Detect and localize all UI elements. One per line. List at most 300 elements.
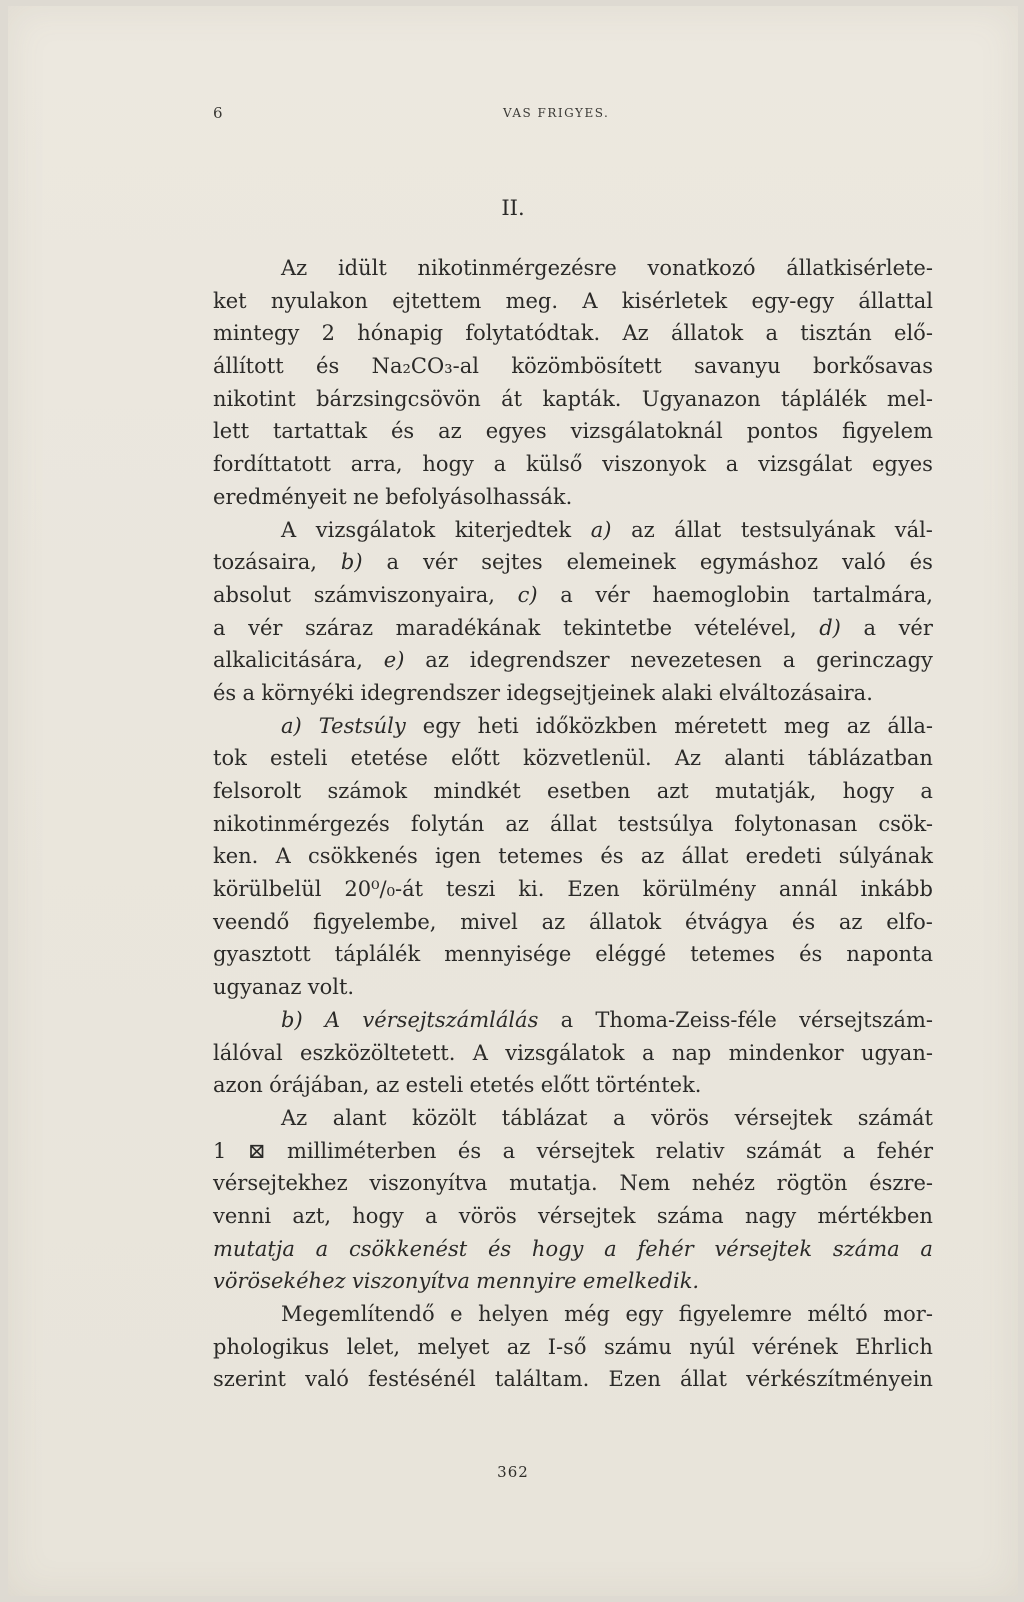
word: szerint [213, 1367, 286, 1392]
word: mennyisége [444, 942, 572, 967]
word: alkalicitására, [213, 648, 363, 673]
word: körülbelül [213, 877, 322, 902]
word: volt. [307, 975, 355, 1000]
word: sejtes [481, 550, 543, 575]
text-line [213, 481, 933, 514]
word: festésénél [368, 1367, 476, 1392]
word: és [457, 1138, 482, 1163]
word: vér [898, 615, 933, 640]
word: a [502, 1138, 516, 1163]
word: az [505, 811, 529, 836]
word: 1 [213, 1138, 227, 1163]
text-line [213, 1004, 933, 1037]
word: fehér [637, 1236, 694, 1261]
word: veendő [213, 909, 290, 934]
text-line [213, 1069, 933, 1102]
word: vérsejtek [538, 1203, 636, 1228]
word: folytatódtak. [465, 321, 601, 346]
word: tetemes [690, 942, 776, 967]
word: számu [604, 1334, 672, 1359]
word: csök- [878, 811, 933, 836]
word: kisérletek [621, 288, 728, 313]
word: száma [832, 1236, 900, 1261]
word: és [799, 942, 823, 967]
text-line [213, 448, 933, 481]
word: és [316, 354, 340, 379]
word: ken. [213, 844, 259, 869]
word: Az [622, 321, 649, 346]
word: viszonyítva [351, 1269, 470, 1294]
word: nyúl [689, 1334, 735, 1359]
word: állatok [670, 321, 744, 346]
word: történtek. [595, 1073, 702, 1098]
word: heti [477, 713, 519, 738]
word: az [438, 419, 462, 444]
word: gyasztott [213, 942, 311, 967]
word: külső [525, 452, 583, 477]
text-line [213, 579, 933, 612]
word: és [600, 844, 624, 869]
text-line [213, 1102, 933, 1135]
word: vizsgálatoknál [570, 419, 723, 444]
word: tozásaira, [213, 550, 317, 575]
word: absolut [213, 582, 292, 607]
section-heading: II. [501, 196, 525, 220]
word: időközkben [535, 713, 658, 738]
word: viszonyok [602, 452, 706, 477]
text-line [213, 514, 933, 547]
text-line [213, 415, 933, 448]
word: arra, [350, 452, 403, 477]
word: a) [281, 713, 302, 738]
word: méretett [674, 713, 767, 738]
text-line [213, 1167, 933, 1200]
word: vér [595, 582, 630, 607]
text-line [213, 938, 933, 971]
word: az [631, 517, 655, 542]
text-line [213, 971, 933, 1004]
word: vál- [894, 517, 933, 542]
word: b) [340, 550, 363, 575]
word: az [838, 909, 863, 934]
word: Megemlítendő [281, 1302, 435, 1326]
word: hogy [422, 452, 474, 477]
word: pontos [746, 419, 819, 444]
text-line [213, 742, 933, 775]
word: A [472, 1040, 488, 1065]
word: a [242, 680, 256, 705]
word: eszközöltetett. [300, 1040, 456, 1065]
word: tartalmára, [812, 582, 933, 607]
word: alaki [661, 680, 713, 705]
word: eléggé [595, 942, 667, 967]
word: fehér [876, 1138, 933, 1163]
word: e) [383, 648, 405, 673]
word: meg [783, 713, 830, 738]
word: ugyan- [860, 1040, 933, 1065]
word: méltó [807, 1302, 868, 1326]
text-line [213, 612, 933, 645]
word: Ugyanazon [641, 386, 761, 411]
word: az [541, 909, 566, 934]
word: a [386, 550, 399, 575]
word: és [487, 1236, 512, 1261]
word: táplálék [334, 942, 421, 967]
word: mivel [460, 909, 518, 934]
word: vörösekéhez [213, 1269, 346, 1294]
word: idült [337, 256, 387, 280]
word: nevezetesen [630, 648, 762, 673]
word: mindenkor [728, 1040, 844, 1065]
word: táblázatban [807, 746, 933, 771]
word: vérsejtszám- [799, 1007, 933, 1032]
word: tartattak [272, 419, 368, 444]
word: A [582, 288, 598, 313]
word: ejtettem [392, 288, 482, 313]
word: elemeinek [566, 550, 676, 575]
text-line [213, 775, 933, 808]
word: vörös [458, 1203, 517, 1228]
text-line [213, 710, 933, 743]
word: mutatja. [509, 1171, 598, 1196]
word: 2 [321, 321, 335, 346]
word: számát [746, 1138, 822, 1163]
word: idegrendszer [360, 680, 501, 705]
text-line [213, 808, 933, 841]
footer-page-number: 362 [497, 1463, 529, 1481]
word: phologikus [213, 1334, 330, 1359]
text-line [213, 873, 933, 906]
word: táplálék [780, 386, 867, 411]
word: relativ [655, 1138, 725, 1163]
word: rögtön [776, 1171, 848, 1196]
word: mintegy [213, 321, 300, 346]
word: vér [422, 550, 458, 575]
word: azt, [292, 1203, 332, 1228]
word: vérének [752, 1334, 838, 1359]
word: etetés [469, 1073, 535, 1098]
text-line [213, 1298, 933, 1331]
word: idegrendszer [469, 648, 610, 673]
word: vizsgálat [758, 452, 853, 477]
word: észre- [869, 1171, 933, 1196]
word: a [920, 779, 933, 803]
word: hogy [352, 1203, 404, 1228]
word: esetben [546, 779, 631, 803]
word: előtt [540, 1073, 590, 1098]
word: számok [327, 779, 408, 803]
word: Testsúly [318, 713, 406, 738]
word: kiterjedtek [454, 517, 572, 542]
word: esteli [269, 746, 328, 771]
word: 20⁰/₀-át [344, 877, 424, 902]
text-line [213, 1331, 933, 1364]
word: nap [671, 1040, 712, 1065]
word: Ezen [567, 877, 620, 902]
word: befolyásolhassák. [385, 484, 573, 509]
word: és [791, 909, 816, 934]
word: mutatják, [715, 779, 817, 803]
word: a [604, 1236, 617, 1261]
word: A [324, 1007, 341, 1032]
word: a) [590, 517, 612, 542]
word: egy-egy [751, 288, 835, 313]
word: elfo- [886, 909, 933, 934]
word: közvetlenül. [522, 746, 652, 771]
word: tisztán [800, 321, 872, 346]
word: inkább [860, 877, 933, 902]
word: órájában, [269, 1073, 370, 1098]
word: e [450, 1302, 463, 1326]
word: ket [213, 288, 247, 313]
word: Az [281, 1105, 308, 1130]
word: helyen [478, 1302, 549, 1326]
word: tetemes [498, 844, 584, 869]
word: felsorolt [213, 779, 302, 803]
word: eredeti [745, 844, 822, 869]
word: a [213, 615, 226, 640]
word: borkősavas [813, 354, 933, 379]
word: annál [778, 877, 838, 902]
word: esteli [405, 1073, 464, 1098]
word: viszonyítva [369, 1171, 488, 1196]
word: kapták. [542, 386, 622, 411]
word: a [725, 452, 739, 477]
word: egyes [485, 419, 547, 444]
word: egy [625, 1302, 664, 1326]
word: igen [434, 844, 482, 869]
word: vérsejtek [734, 1105, 833, 1130]
word: A [281, 517, 297, 542]
word: idegsejtjeinek [506, 680, 655, 705]
word: c) [517, 582, 538, 607]
word: vérsejtek [536, 1138, 635, 1163]
word: elő- [894, 321, 933, 346]
word: a [425, 1203, 438, 1228]
word: állított [213, 354, 284, 379]
word: súlyának [838, 844, 933, 869]
word: állatok [589, 909, 662, 934]
word: eredményeit [213, 484, 347, 509]
word: folytán [410, 811, 485, 836]
word: mértékben [817, 1203, 933, 1228]
word: száma [656, 1203, 724, 1228]
word: melyet [417, 1334, 490, 1359]
word: a [315, 1236, 329, 1261]
word: nikotinmérgezésre [417, 256, 617, 280]
word: testsúlya [617, 811, 714, 836]
word: vonatkozó [647, 256, 756, 280]
word: száraz [305, 615, 374, 640]
word: hogy [531, 1236, 584, 1261]
running-header [213, 104, 773, 126]
word: találtam. [494, 1367, 590, 1392]
word: lett [213, 419, 250, 444]
text-line [213, 677, 933, 710]
word: mindkét [433, 779, 521, 803]
word: A [275, 844, 291, 869]
word: Ezen [608, 1367, 661, 1392]
word: vizsgálatok [505, 1040, 625, 1065]
word: közölt [412, 1105, 477, 1130]
word: haemoglobin [652, 582, 790, 607]
word: meg. [505, 288, 559, 313]
text-line [213, 1200, 933, 1233]
word: ne [352, 484, 379, 509]
word: Az [281, 256, 308, 280]
word: még [564, 1302, 610, 1326]
word: előtt [451, 746, 500, 771]
word: számviszonyaira, [313, 582, 495, 607]
word: azt [656, 779, 689, 803]
word: vérsejtekhez [213, 1171, 348, 1196]
word: venni [213, 1203, 272, 1228]
word: egymáshoz [699, 550, 819, 575]
word: és [391, 419, 415, 444]
body-text [213, 252, 933, 1396]
word: számát [857, 1105, 933, 1130]
word: az [425, 648, 449, 673]
word: elváltozásaira. [718, 680, 873, 705]
word: csökkenés [307, 844, 418, 869]
word: Thoma-Zeiss-féle [595, 1007, 777, 1032]
page-number: 6 [213, 104, 224, 122]
word: lálóval [213, 1040, 283, 1065]
text-line [213, 644, 933, 677]
word: a [613, 1105, 626, 1130]
word: táblázat [501, 1105, 588, 1130]
word: ki. [518, 877, 545, 902]
word: a [782, 648, 796, 673]
word: állatkisérlete- [786, 256, 933, 280]
word: vételével, [694, 615, 797, 640]
word: nehéz [691, 1171, 755, 1196]
word: állat [674, 517, 722, 542]
word: etetése [350, 746, 428, 771]
word: milliméterben [286, 1138, 437, 1163]
word: vérkészítményein [746, 1367, 933, 1392]
word: nagy [744, 1203, 797, 1228]
text-line [213, 840, 933, 873]
word: állattal [858, 288, 933, 313]
word: ugyanaz [213, 975, 302, 1000]
text-line [213, 350, 933, 383]
word: állat [681, 844, 729, 869]
word: alant [332, 1105, 387, 1130]
book-page [8, 6, 1018, 1596]
word: és [213, 680, 237, 705]
word: mutatja [213, 1236, 295, 1261]
word: a [920, 1236, 933, 1261]
text-line [213, 317, 933, 350]
word: d) [819, 615, 841, 640]
word: állat [680, 1367, 727, 1392]
word: fordíttatott [213, 452, 331, 477]
word: lelet, [346, 1334, 401, 1359]
word: ⊠ [247, 1138, 266, 1163]
text-line [213, 546, 933, 579]
word: figyelem [842, 419, 933, 444]
word: maradékának [395, 615, 541, 640]
word: b) [281, 1007, 303, 1032]
word: a [560, 1007, 574, 1032]
word: körülmény [642, 877, 756, 902]
word: savanyu [694, 354, 781, 379]
word: mennyire [476, 1269, 577, 1294]
word: Ehrlich [855, 1334, 933, 1359]
text-line [213, 252, 933, 285]
word: álla- [887, 713, 933, 738]
word: teszi [445, 877, 496, 902]
text-line [213, 906, 933, 939]
word: vizsgálatok [315, 517, 436, 542]
word: egyes [871, 452, 933, 477]
word: való [305, 1367, 349, 1392]
word: azon [213, 1073, 263, 1098]
word: az [640, 844, 665, 869]
word: folytonasan [734, 811, 858, 836]
word: a [842, 1138, 856, 1163]
word: át [501, 386, 523, 411]
word: az [846, 713, 871, 738]
word: nikotinmérgezés [213, 811, 390, 836]
word: hónapig [357, 321, 444, 346]
word: alanti [724, 746, 785, 771]
word: bárzsingcsövön [316, 386, 481, 411]
text-line [213, 1265, 933, 1298]
text-line [213, 1135, 933, 1168]
word: való [841, 550, 886, 575]
text-line [213, 1037, 933, 1070]
word: naponta [846, 942, 933, 967]
word: Na₂CO₃-al [371, 354, 479, 379]
word: Nem [619, 1171, 671, 1196]
text-line [213, 1233, 933, 1266]
word: I-ső [547, 1334, 587, 1359]
word: gerinczagy [816, 648, 933, 673]
word: az [375, 1073, 400, 1098]
word: étvágya [685, 909, 769, 934]
word: egy [422, 713, 461, 738]
word: figyelembe, [313, 909, 437, 934]
word: figyelemre [678, 1302, 793, 1326]
word: vérsejtek [714, 1236, 813, 1261]
word: hogy [842, 779, 895, 803]
word: és [909, 550, 933, 575]
text-line [213, 1363, 933, 1396]
word: nyulakon [270, 288, 368, 313]
word: emelkedik. [582, 1269, 700, 1294]
word: tok [213, 746, 247, 771]
word: állat [549, 811, 597, 836]
word: vér [248, 615, 283, 640]
word: tekintetbe [563, 615, 673, 640]
word: mor- [883, 1302, 933, 1326]
word: vörös [651, 1105, 710, 1130]
word: Az [674, 746, 702, 771]
word: csökkenést [348, 1236, 468, 1261]
text-line [213, 383, 933, 416]
text-line [213, 285, 933, 318]
word: vérsejtszámlálás [362, 1007, 539, 1032]
word: az [506, 1334, 531, 1359]
word: a [560, 582, 573, 607]
running-title: VAS FRIGYES. [503, 106, 610, 120]
word: környéki [261, 680, 355, 705]
word: testsulyának [740, 517, 876, 542]
word: a [765, 321, 779, 346]
word: a [863, 615, 876, 640]
